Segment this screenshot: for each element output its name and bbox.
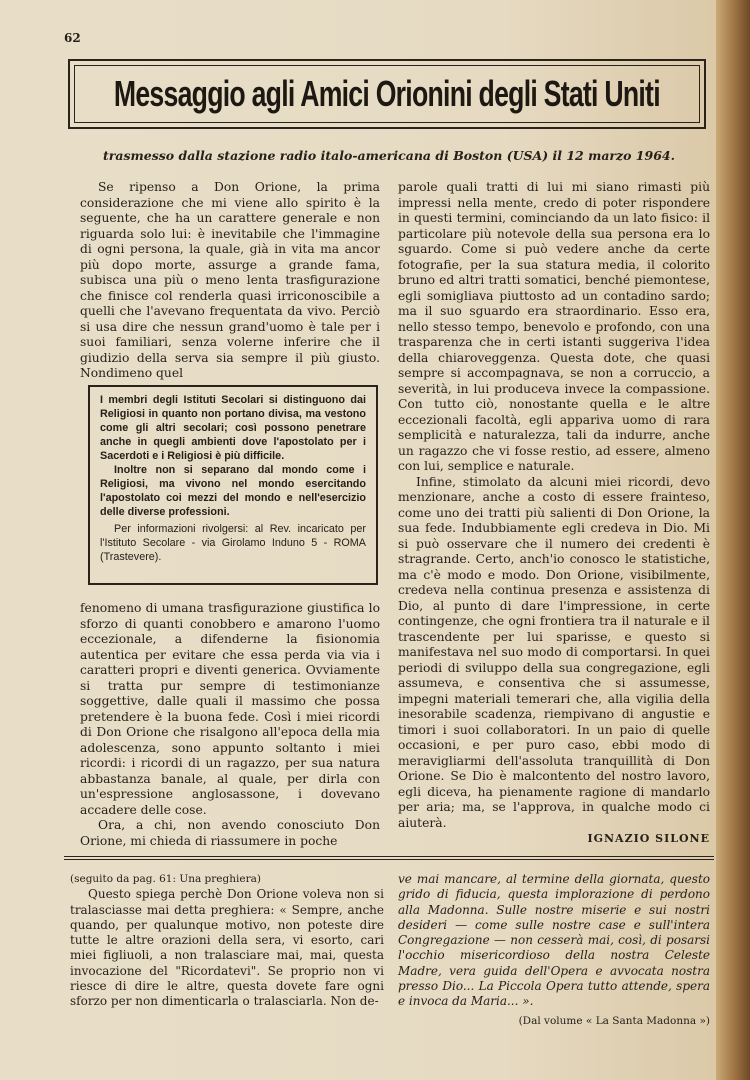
- continuation-paragraph: Questo spiega perchè Don Orione voleva non si tralasciasse mai detta preghiera: « Sempre, anche quando, per qualunque motivo, non poteste dire tutte le altre orazioni della sera, vi esorto, cari miei figliuoli, a non tralasciare mai, mai, questa invocazione del "Ricordatevi". Se proprio non vi riesce di dire le altre, questa dovete fare ogni sforzo per non dimenticarla o tralasciarla. Non de-: [70, 887, 384, 1009]
- continuation-right: [398, 872, 710, 1029]
- continuation-left: [70, 872, 384, 1010]
- secular-institutes-box: [88, 385, 378, 585]
- continuation-paragraph: ve mai mancare, al termine della giornata, questo grido di fiducia, questa implorazione di perdono alla Madonna. Sulle nostre miserie e sui nostri desideri — come sulle nostre case e sull'intera Congregazione — non cesserà mai, così, di posarsi l'occhio misericordioso della nostra Celeste Madre, vera guida dell'Opera e avvocata nostra presso Dio... La Piccola Opera tutto attende, spera e invoca da Maria... ».: [398, 872, 710, 1009]
- book-binding: [716, 0, 750, 1080]
- box-paragraph-1: I membri degli Istituti Secolari si distinguono dai Religiosi in quanto non portano divisa, ma vestono come gli altri secolari; così possono penetrare anche in quegli ambienti dove l'apostolato per i Sacerdoti e i Religiosi è più difficile.: [100, 394, 366, 462]
- citation: (Dal volume « La Santa Madonna »): [518, 1014, 710, 1027]
- article-right: [398, 180, 710, 847]
- article-paragraph: parole quali tratti di lui mi siano rimasti più impressi nella mente, credo di poter rispondere in questi termini, cominciando da un lato fisico: il particolare più notevole della sua persona era lo sguardo. Come si può vedere anche da certe fotografie, per la sua statura media, il colorito bruno ed altri tratti somatici, benché piemontese, egli somigliava piuttosto ad un contadino sardo; ma il suo sguardo era straordinario. Esso era, nello stesso tempo, benevolo e profondo, con una trasparenza che in certi istanti suggeriva l'idea della chiaroveggenza. Questa dote, che quasi sempre si accompagnava, se non a corruccio, a severità, in lui produceva invece la compassione. Con tutto ciò, nonostante quella e le altre eccezionali facoltà, egli appariva uomo di rara semplicità e naturalezza, tali da indurre, anche un ragazzo che vi fosse restio, ad essere, almeno con lui, semplice e naturale.: [398, 180, 710, 473]
- title-box-inner: [74, 65, 700, 123]
- subtitle: trasmesso dalla stazione radio italo-americana di Boston (USA) il 12 marzo 1964.: [103, 148, 675, 163]
- divider: [64, 859, 714, 860]
- page-title: Messaggio agli Amici Orionini degli Stati Uniti: [114, 73, 660, 114]
- article-left-bottom: [80, 601, 380, 849]
- article-paragraph: Infine, stimolato da alcuni miei ricordi, devo menzionare, anche a costo di essere frainteso, come uno dei tratti più salienti di Don Orione, la sua fede. Indubbiamente egli credeva in Dio. Mi si può osservare che il numero dei credenti è stragrande. Certo, anch'io conosco le statistiche, ma c'è modo e modo. Don Orione, visibilmente, credeva nella continua presenza e assistenza di Dio, al punto di dare l'impressione, in certe contingenze, che ogni frontiera tra il naturale e il trascendente per lui sparisse, e questo si manifestava nel suo modo di comportarsi. In quei periodi di sviluppo della sua congregazione, egli assumeva, e consentiva che si assumesse, impegni materiali temerari che, alla vigilia della inesorabile scadenza, riempivano di angustie e timori i suoi collaboratori. In un paio di quelle occasioni, e per puro caso, ebbi modo di meravigliarmi dell'assoluta tranquillità di Don Orione. Se Dio è malcontento del nostro lavoro, egli diceva, ha pienamente ragione di mandarlo per aria; ma, se l'approva, in qualche modo ci aiuterà.: [398, 474, 710, 830]
- article-paragraph: Se ripenso a Don Orione, la prima considerazione che mi viene allo spirito è la seguente, che ha un carattere generale e non riguarda solo lui: è inevitabile che l'immagine di ogni persona, la quale, già in vita ma ancor più dopo morte, assurge a grande fama, subisca una più o meno lenta trasfigurazione che finisce col renderla quasi irriconoscibile a quelli che l'avevano frequentata da vivo. Perciò si usa dire che nessun grand'uomo è tale per i suoi familiari, senza volerne inferire che il giudizio della serva sia sempre il più giusto. Nondimeno quel: [80, 180, 380, 380]
- continuation-ref: (seguito da pag. 61: Una preghiera): [70, 873, 261, 885]
- article-paragraph: Ora, a chi, non avendo conosciuto Don Orione, mi chieda di riassumere in poche: [80, 818, 380, 848]
- page-number: 62: [64, 31, 81, 45]
- box-info: Per informazioni rivolgersi: al Rev. incaricato per l'Istituto Secolare - via Girolamo Induno 5 - ROMA (Trastevere).: [100, 523, 366, 563]
- article-left-top: [80, 180, 380, 382]
- article-paragraph: fenomeno di umana trasfigurazione giustifica lo sforzo di quanti conobbero e amarono l'uomo eccezionale, a difenderne la fisionomia autentica per evitare che essa perda via via i caratteri propri e diventi generica. Ovviamente si tratta pur sempre di testimonianze soggettive, dalle quali il massimo che possa pretendere è la buona fede. Così i miei ricordi di Don Orione che risalgono all'epoca della mia adolescenza, sono appunto soltanto i miei ricordi: i ricordi di un ragazzo, per sua natura abbastanza banale, al quale, per dirla con un'espressione anglosassone, i dovevano accadere delle cose.: [80, 601, 380, 817]
- author-signature: IGNAZIO SILONE: [587, 832, 710, 845]
- divider: [64, 856, 714, 857]
- title-box: [68, 59, 706, 129]
- box-paragraph-2: Inoltre non si separano dal mondo come i Religiosi, ma vivono nel mondo esercitando l'apostolato coi mezzi del mondo e nell'esercizio delle diverse professioni.: [100, 464, 366, 518]
